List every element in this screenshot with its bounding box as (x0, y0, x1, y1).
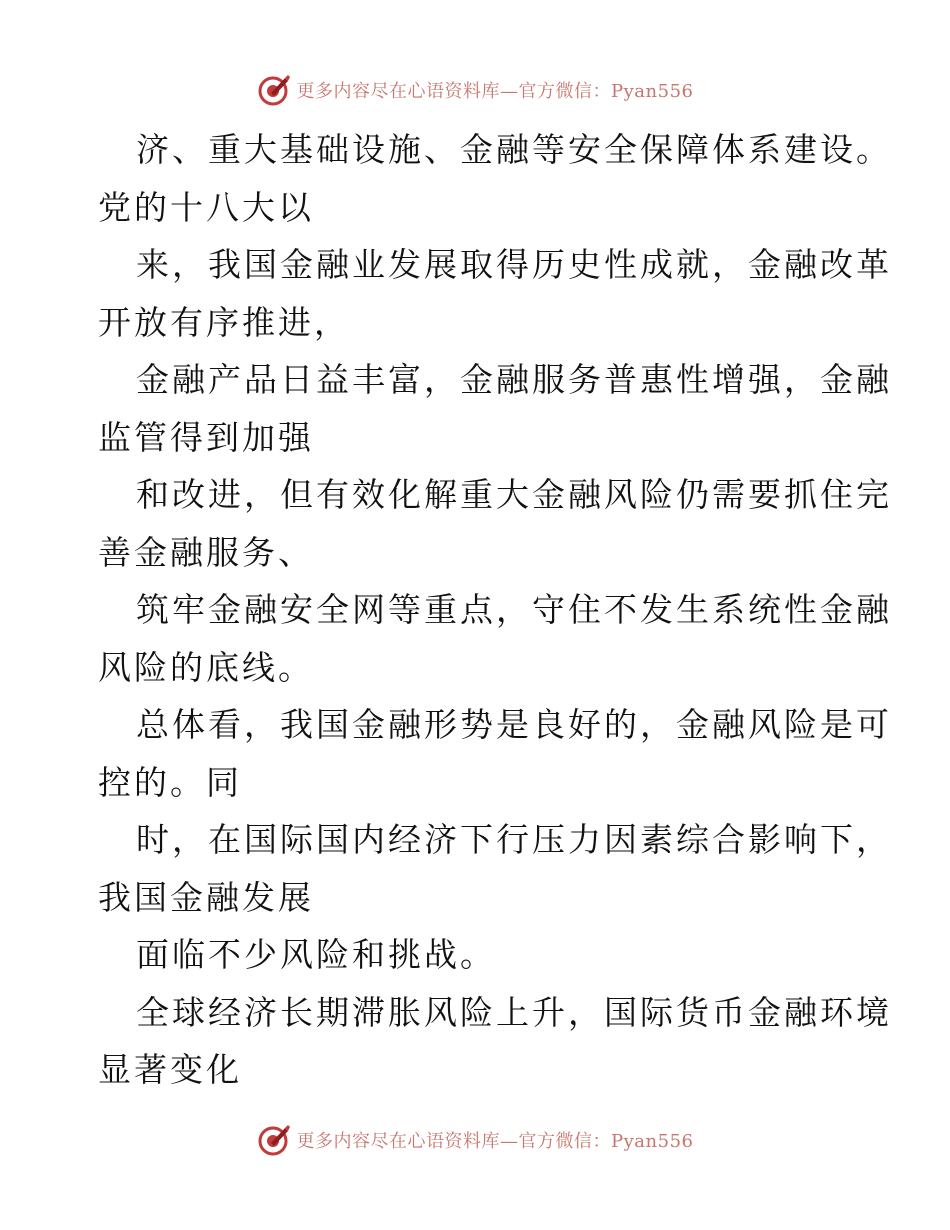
text-line: 监管得到加强 (98, 417, 314, 457)
text-line: 开放有序推进， (98, 302, 350, 342)
text-line: 济、重大基础设施、金融等安全保障体系建设。 (136, 130, 892, 169)
pen-logo-icon (257, 1123, 291, 1157)
header-banner (0, 72, 950, 108)
text-line: 筑牢金融安全网等重点，守住不发生系统性金融 (136, 590, 892, 629)
text-line: 风险的底线。 (98, 647, 314, 687)
text-line: 来，我国金融业发展取得历史性成就，金融改革 (136, 245, 892, 284)
text-line: 金融产品日益丰富，金融服务普惠性增强，金融 (136, 360, 892, 399)
pen-logo-icon (257, 73, 291, 107)
text-line: 我国金融发展 (98, 877, 314, 917)
text-line: 显著变化 (98, 1050, 242, 1089)
document-body (98, 121, 892, 1099)
text-line: 总体看，我国金融形势是良好的，金融风险是可 (136, 705, 892, 744)
footer-banner (0, 1122, 950, 1158)
text-line: 善金融服务、 (98, 532, 314, 572)
text-line: 全球经济长期滞胀风险上升，国际货币金融环境 (136, 992, 892, 1032)
text-line: 面临不少风险和挑战。 (136, 935, 496, 974)
header-banner-text: 更多内容尽在心语资料库—官方微信：Pyan556 (296, 81, 694, 102)
footer-banner-text: 更多内容尽在心语资料库—官方微信：Pyan556 (296, 1131, 694, 1152)
text-line: 党的十八大以 (98, 187, 314, 227)
text-line: 时，在国际国内经济下行压力因素综合影响下， (136, 820, 892, 859)
text-line: 和改进，但有效化解重大金融风险仍需要抓住完 (136, 475, 892, 514)
text-line: 控的。同 (98, 762, 242, 802)
